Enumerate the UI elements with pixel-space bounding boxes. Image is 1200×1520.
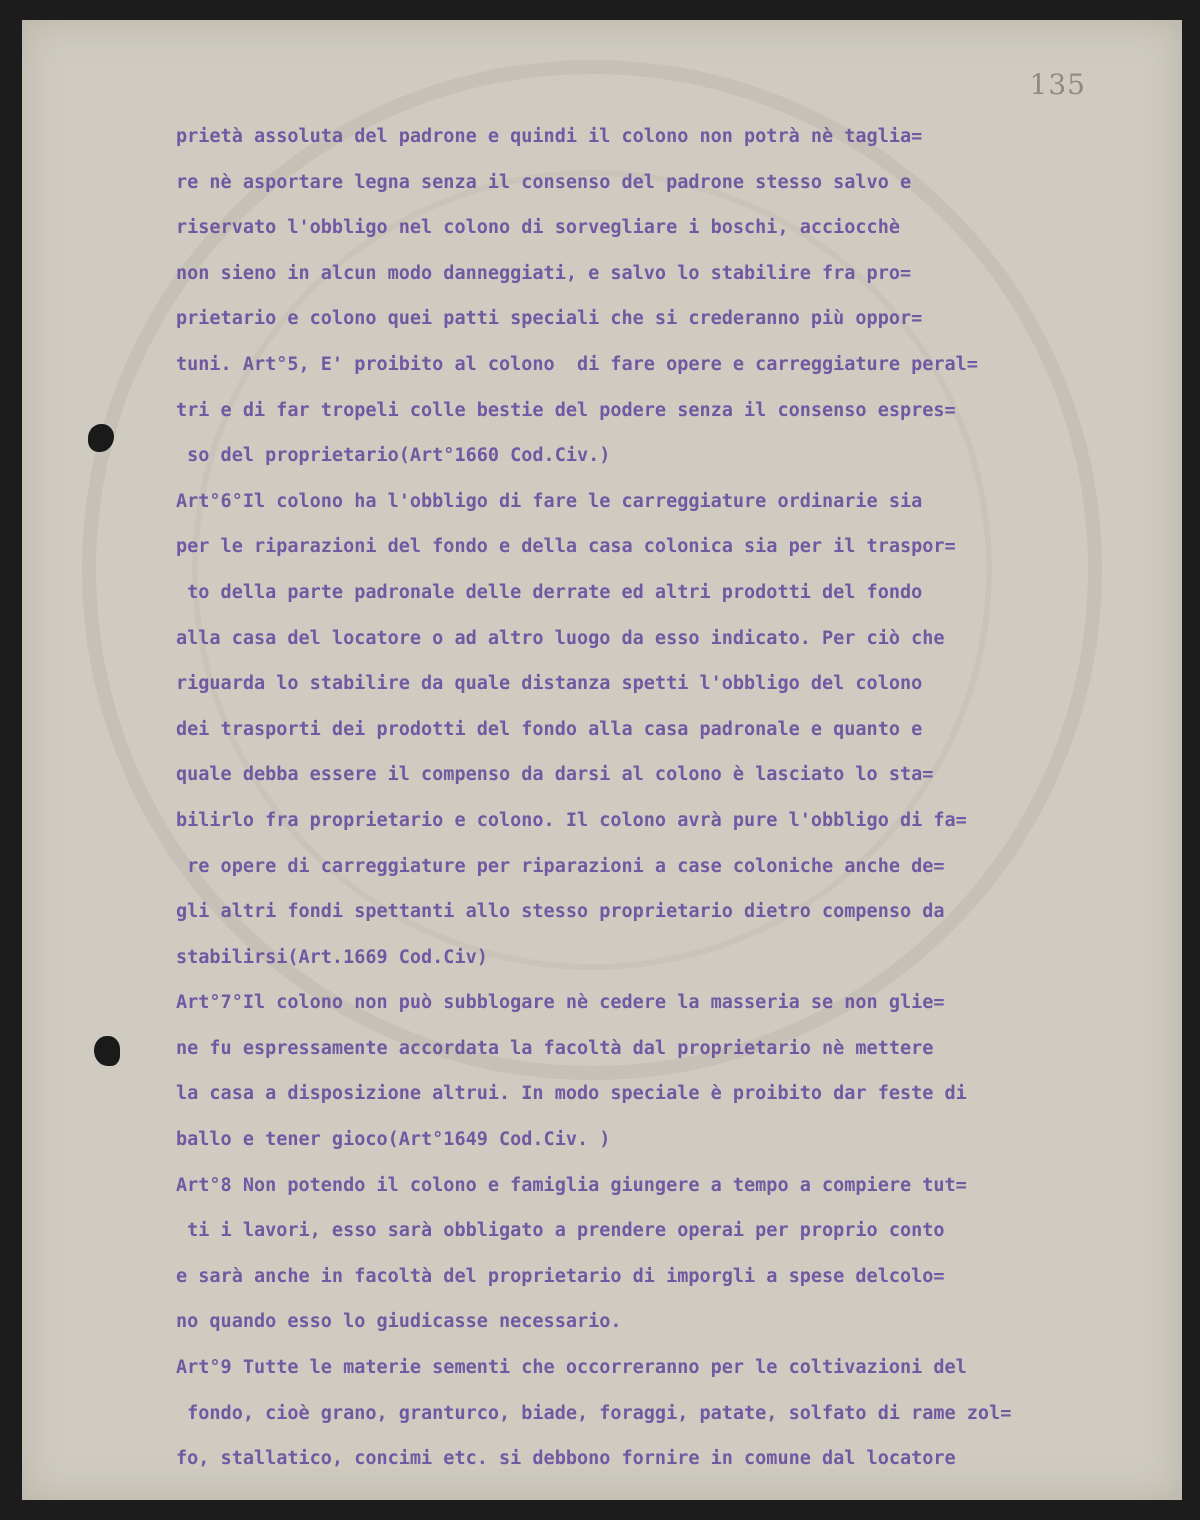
text-line: Art°6°Il colono ha l'obbligo di fare le carreggiature ordinarie sia bbox=[176, 490, 923, 512]
text-line: re nè asportare legna senza il consenso del padrone stesso salvo e bbox=[176, 171, 912, 193]
text-line: prietà assoluta del padrone e quindi il colono non potrà nè taglia= bbox=[176, 126, 923, 147]
text-line: no quando esso lo giudicasse necessario. bbox=[176, 1311, 622, 1333]
text-line: Art°8 Non potendo il colono e famiglia giungere a tempo a compiere tut= bbox=[176, 1174, 967, 1196]
text-line: re opere di carreggiature per riparazioni a case coloniche anche de= bbox=[176, 855, 945, 877]
text-line: la casa a disposizione altrui. In modo speciale è proibito dar feste di bbox=[176, 1083, 967, 1105]
text-line: Art°9 Tutte le materie sementi che occorreranno per le coltivazioni del bbox=[176, 1357, 967, 1379]
text-line: so del proprietario(Art°1660 Cod.Civ.) bbox=[176, 445, 611, 467]
text-line: prietario e colono quei patti speciali che si crederanno più oppor= bbox=[176, 308, 923, 330]
punch-hole bbox=[94, 1036, 120, 1066]
text-line: fo, stallatico, concimi etc. si debbono fornire in comune dal locatore bbox=[176, 1448, 956, 1470]
text-line: tuni. Art°5, E' proibito al colono di fare opere e carreggiature peral= bbox=[176, 353, 978, 375]
text-line: gli altri fondi spettanti allo stesso proprietario dietro compenso da bbox=[176, 901, 945, 923]
text-line: dei trasporti dei prodotti del fondo alla casa padronale e quanto e bbox=[176, 718, 923, 740]
page-number: 135 bbox=[1029, 68, 1086, 101]
text-line: riguarda lo stabilire da quale distanza spetti l'obbligo del colono bbox=[176, 673, 923, 695]
text-line: Art°7°Il colono non può subblogare nè cedere la masseria se non glie= bbox=[176, 992, 945, 1014]
text-line: stabilirsi(Art.1669 Cod.Civ) bbox=[176, 946, 488, 968]
text-line: to della parte padronale delle derrate ed altri prodotti del fondo bbox=[176, 581, 923, 603]
text-line: tri e di far tropeli colle bestie del podere senza il consenso espres= bbox=[176, 399, 956, 421]
text-line: ti i lavori, esso sarà obbligato a prendere operai per proprio conto bbox=[176, 1220, 945, 1242]
text-line: alla casa del locatore o ad altro luogo da esso indicato. Per ciò che bbox=[176, 627, 945, 649]
text-line: quale debba essere il compenso da darsi al colono è lasciato lo sta= bbox=[176, 764, 934, 786]
text-line: ne fu espressamente accordata la facoltà dal proprietario nè mettere bbox=[176, 1037, 934, 1059]
document-page bbox=[22, 20, 1182, 1500]
text-line: ballo e tener gioco(Art°1649 Cod.Civ. ) bbox=[176, 1129, 611, 1151]
typewritten-text bbox=[176, 114, 1136, 1482]
text-line: bilirlo fra proprietario e colono. Il colono avrà pure l'obbligo di fa= bbox=[176, 809, 967, 831]
text-line: riservato l'obbligo nel colono di sorvegliare i boschi, acciocchè bbox=[176, 217, 900, 239]
text-line: fondo, cioè grano, granturco, biade, foraggi, patate, solfato di rame zol= bbox=[176, 1402, 1012, 1424]
text-line: non sieno in alcun modo danneggiati, e salvo lo stabilire fra pro= bbox=[176, 262, 912, 284]
text-line: per le riparazioni del fondo e della casa colonica sia per il traspor= bbox=[176, 536, 956, 558]
text-line: e sarà anche in facoltà del proprietario di imporgli a spese delcolo= bbox=[176, 1265, 945, 1287]
